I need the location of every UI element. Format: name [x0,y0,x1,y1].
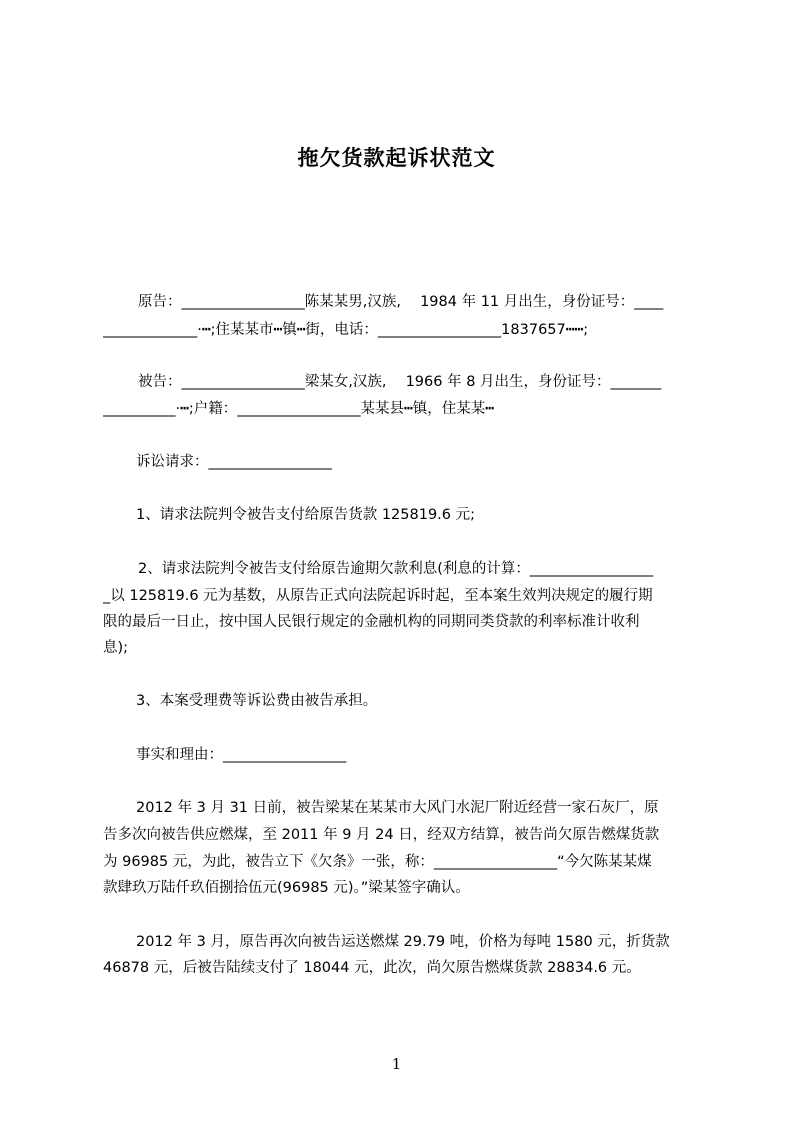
claim-2-line-2: _以 125819.6 元为基数，从原告正式向法院起诉时起，至本案生效判决规定的履行期 [103,588,653,604]
facts-heading: 事实和理由：_________________ [136,747,347,763]
claim-3: 3、本案受理费等诉讼费由被告承担。 [136,693,378,709]
page-number: 1 [391,1055,402,1073]
facts-para-2-line-1: 2012 年 3 月，原告再次向被告运送燃煤 29.79 吨，价格为每吨 1580 元，折货款 [136,934,670,950]
defendant-line-1: 被告：_________________梁某女,汉族, 1966 年 8 月出生，身份证号：_______ [138,374,662,390]
facts-para-1-line-1: 2012 年 3 月 31 日前，被告梁某在某某市大风门水泥厂附近经营一家石灰厂，原 [136,800,659,816]
claim-2-line-4: 息); [103,640,129,656]
claim-2-line-3: 限的最后一日止，按中国人民银行规定的金融机构的同期同类贷款的利率标准计收利 [103,614,640,630]
defendant-line-2: __________·┅;户籍：_________________某某县┅镇，住某某┅ [103,401,494,417]
facts-para-1-line-2: 告多次向被告供应燃煤，至 2011 年 9 月 24 日，经双方结算，被告尚欠原告燃煤货款 [103,827,660,843]
claims-heading: 诉讼请求：_________________ [136,454,332,470]
facts-para-1-line-3: 为 96985 元，为此，被告立下《欠条》一张，称：_________________“今欠陈某某煤 [103,854,652,870]
plaintiff-line-1: 原告：_________________陈某某男,汉族, 1984 年 11 月出生，身份证号：____ [138,294,664,310]
document-title: 拖欠货款起诉状范文 [297,146,496,170]
claim-1: 1、请求法院判令被告支付给原告货款 125819.6 元; [136,507,476,523]
facts-para-1-line-4: 款肆玖万陆仟玖佰捌拾伍元(96985 元)。”梁某签字确认。 [103,880,470,896]
claim-2-line-1: 2、请求法院判令被告支付给原告逾期欠款利息(利息的计算：_________________ [138,561,654,577]
facts-para-2-line-2: 46878 元，后被告陆续支付了 18044 元，此次，尚欠原告燃煤货款 28834.6 元。 [103,960,641,976]
plaintiff-line-2: _____________·┅;住某某市┅镇┅街，电话：_________________1837657┅┅; [103,322,589,338]
